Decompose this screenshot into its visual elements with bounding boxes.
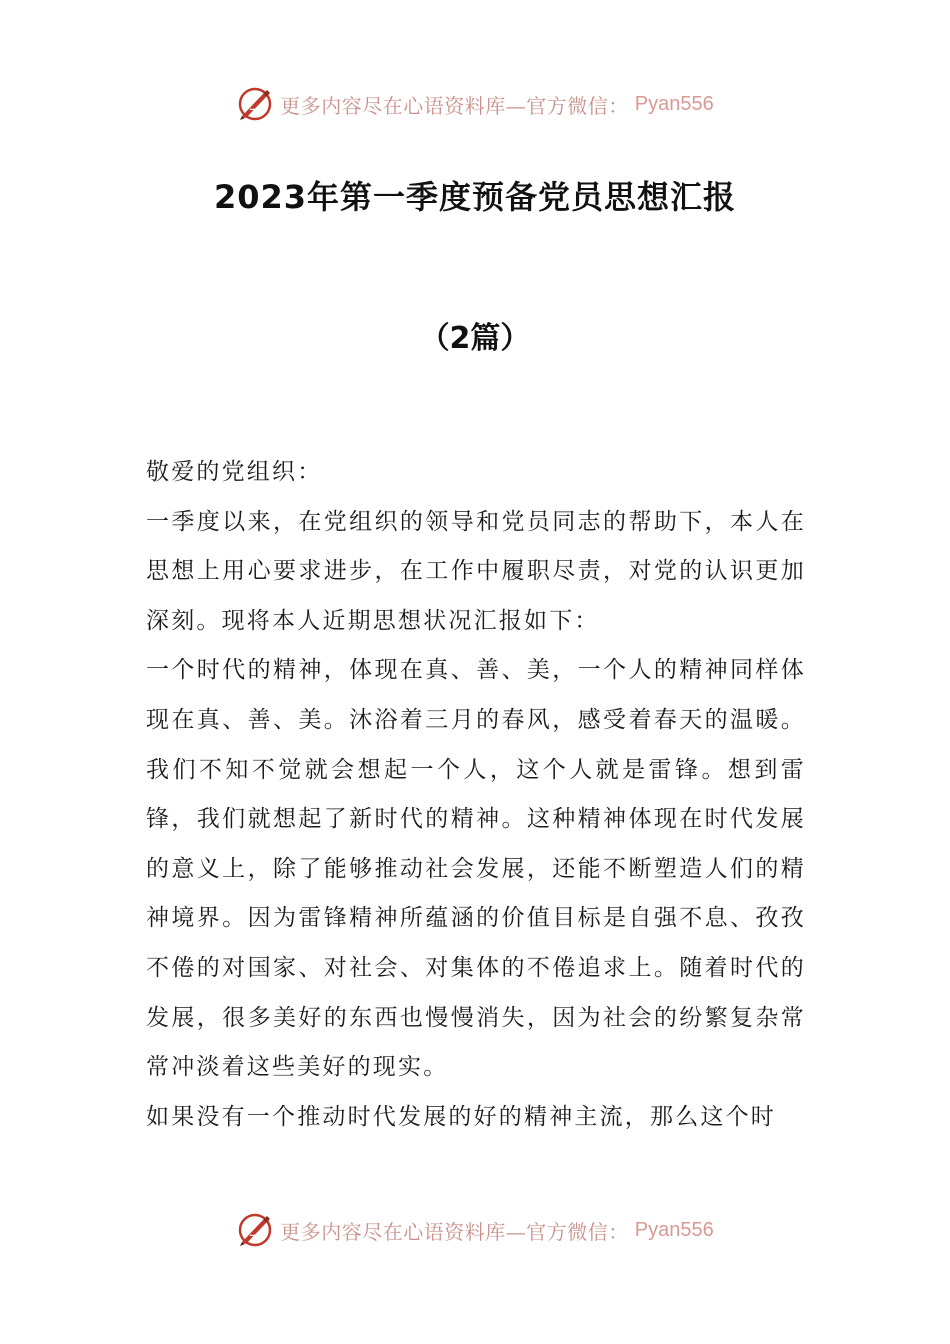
paragraph: 一季度以来，在党组织的领导和党员同志的帮助下，本人在思想上用心要求进步，在工作中履职尽责，对党的认识更加深刻。现将本人近期思想状况汇报如下： xyxy=(146,508,806,634)
header-watermark xyxy=(0,84,950,124)
watermark-text: 更多内容尽在心语资料库—官方微信： xyxy=(280,93,629,118)
salutation: 敬爱的党组织： xyxy=(146,459,323,485)
watermark-text: 更多内容尽在心语资料库—官方微信： xyxy=(280,1219,629,1244)
paragraph: 如果没有一个推动时代发展的好的精神主流，那么这个时 xyxy=(146,1103,776,1130)
paragraph: 一个时代的精神，体现在真、善、美，一个人的精神同样体现在真、善、美。沐浴着三月的春风，感受着春天的温暖。我们不知不觉就会想起一个人，这个人就是雷锋。想到雷锋，我们就想起了新时代的精神。这种精神体现在时代发展的意义上，除了能够推动社会发展，还能不断塑造人们的精神境界。因为雷锋精神所蕴涵的价值目标是自强不息、孜孜不倦的对国家、对社会、对集体的不倦追求上。随着时代的发展，很多美好的东西也慢慢消失，因为社会的纷繁复杂常常冲淡着这些美好的现实。 xyxy=(146,657,806,1081)
footer-watermark xyxy=(0,1210,950,1250)
document-body xyxy=(146,448,806,1142)
wechat-id: Pyan556 xyxy=(634,1218,714,1241)
pen-logo-icon xyxy=(236,85,274,123)
document-title: 2023年第一季度预备党员思想汇报 xyxy=(213,178,737,216)
wechat-id: Pyan556 xyxy=(634,92,714,115)
document-subtitle: （2篇） xyxy=(419,321,531,356)
pen-logo-icon xyxy=(236,1211,274,1249)
